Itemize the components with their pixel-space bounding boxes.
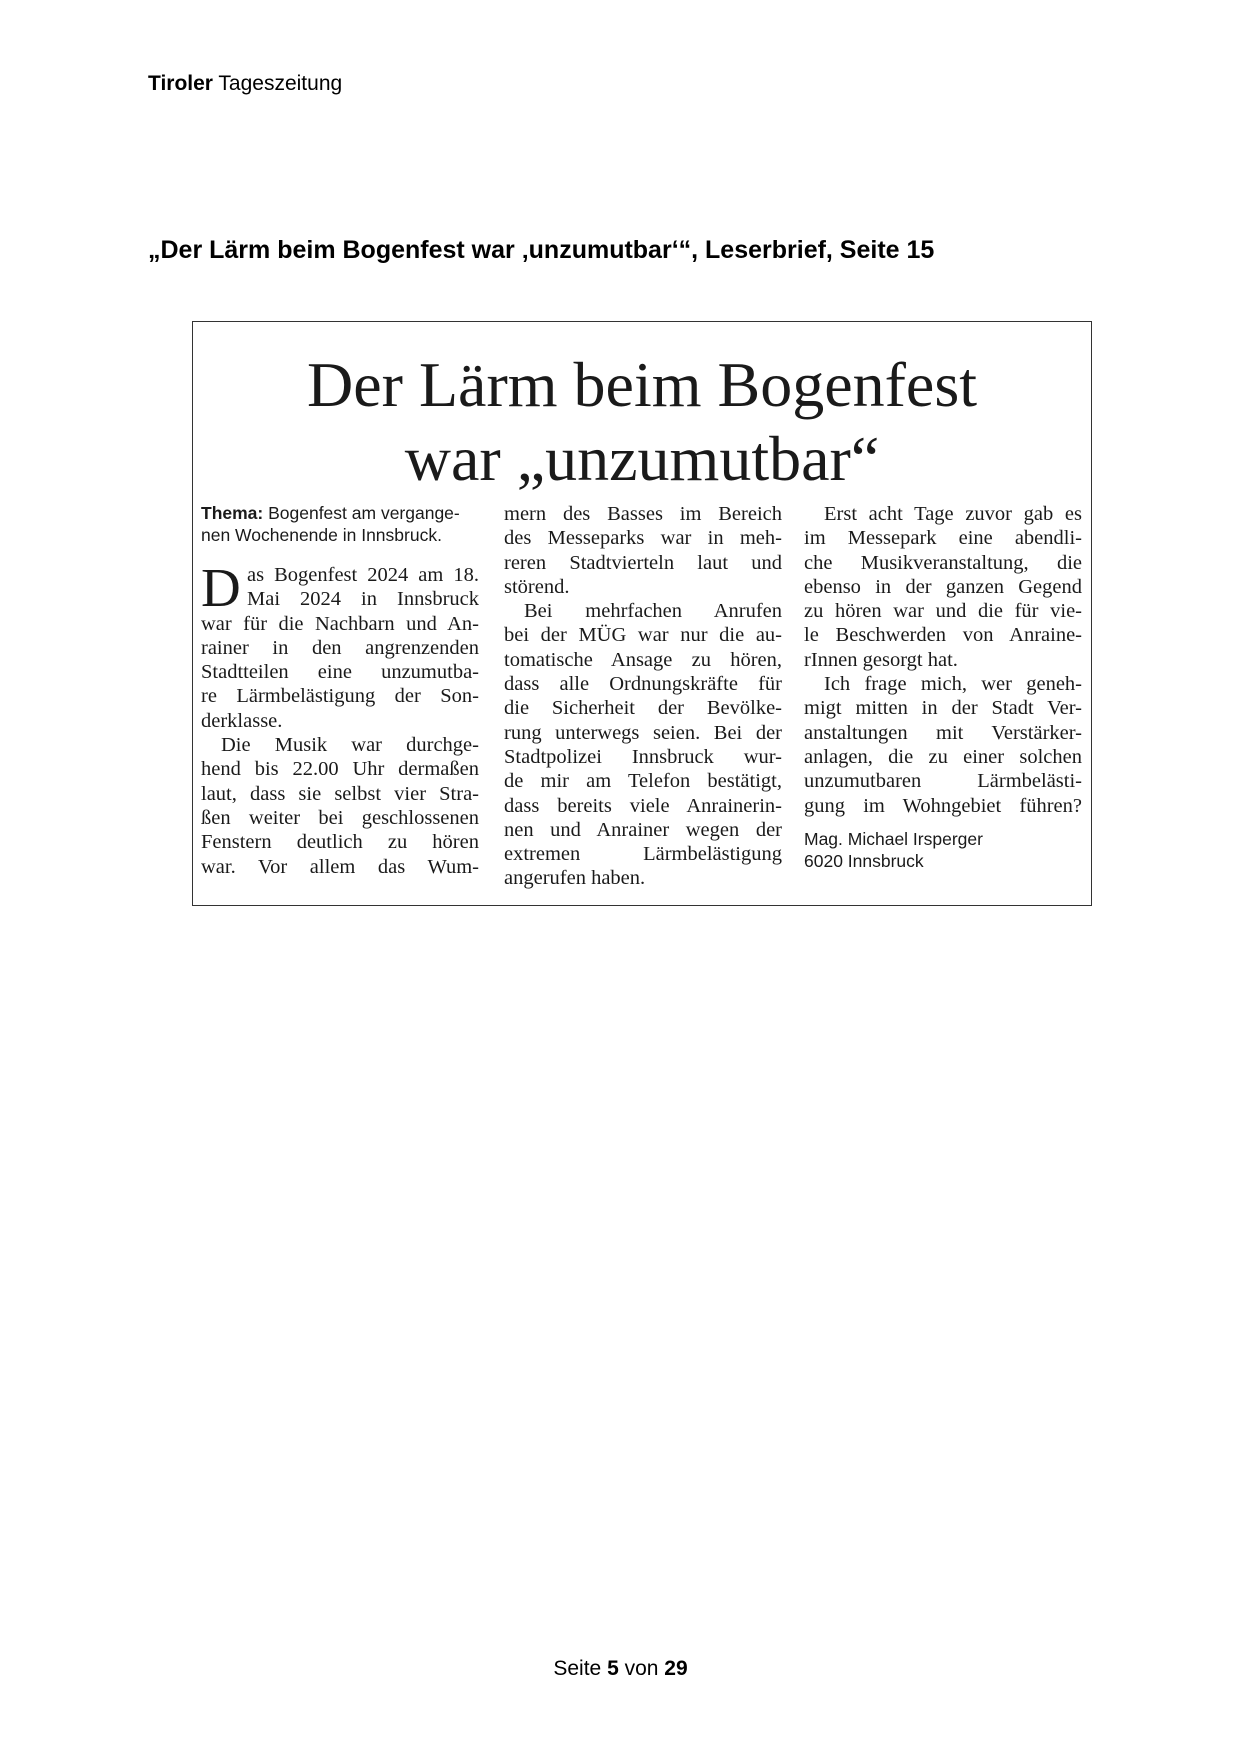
dropcap-letter: D <box>201 557 241 618</box>
text-line: de mir am Telefon bestätigt, <box>504 770 782 793</box>
text-line: nen und Anrainer wegen der <box>504 818 782 841</box>
headline-line-1: Der Lärm beim Bogenfest <box>307 349 977 420</box>
text-line: anlagen, die zu einer solchen <box>804 745 1082 768</box>
text-line: che Musikveranstaltung, die <box>804 551 1082 574</box>
newspaper-clipping <box>192 321 1092 906</box>
thema-line-2: nen Wochenende in Innsbruck. <box>201 525 442 545</box>
text-line: war. Vor allem das Wum- <box>201 855 479 878</box>
text-line: anstaltungen mit Verstärker- <box>804 721 1082 744</box>
text-line: reren Stadtvierteln laut und <box>504 551 782 574</box>
text-line: derklasse. <box>201 709 283 732</box>
text-line: dass bereits viele Anrainerin- <box>504 794 782 817</box>
footer-middle: von <box>618 1657 665 1680</box>
text-line: le Beschwerden von Anraine- <box>804 624 1082 647</box>
text-line: war für die Nachbarn und An- <box>201 612 479 635</box>
text-line: Erst acht Tage zuvor gab es <box>824 503 1082 525</box>
text-line: unzumutbaren Lärmbelästi- <box>804 770 1082 793</box>
text-line: hend bis 22.00 Uhr dermaßen <box>201 758 479 781</box>
text-line: extremen Lärmbelästigung <box>504 843 782 866</box>
text-line: ebenso in der ganzen Gegend <box>804 575 1082 598</box>
text-line: rainer in den angrenzenden <box>201 636 479 659</box>
text-line: zu hören war und die für vie- <box>804 600 1082 623</box>
text-line: Stadtteilen eine unzumutba- <box>201 661 479 684</box>
text-line: mern des Basses im Bereich <box>504 503 782 525</box>
text-line: störend. <box>504 575 570 598</box>
thema-label: Thema: <box>201 503 264 523</box>
text-line: ßen weiter bei geschlossenen <box>201 806 479 829</box>
text-line: bei der MÜG war nur die au- <box>504 624 782 647</box>
publication-name <box>148 72 342 96</box>
text-line: Fenstern deutlich zu hören <box>201 831 479 854</box>
signature-city: 6020 Innsbruck <box>804 850 924 871</box>
text-line: Mai 2024 in Innsbruck <box>247 588 479 611</box>
text-line: re Lärmbelästigung der Son- <box>201 685 479 708</box>
column-1 <box>201 502 479 879</box>
column-2 <box>504 502 782 891</box>
text-line: as Bogenfest 2024 am 18. <box>247 564 479 586</box>
page-footer <box>0 1657 1241 1681</box>
thema-line-1 <box>201 502 479 524</box>
publication-name-bold: Tiroler <box>148 72 213 95</box>
lead-paragraph <box>201 557 479 618</box>
footer-page-number: 5 <box>607 1657 619 1680</box>
text-line: Ich frage mich, wer geneh- <box>824 673 1082 696</box>
text-line: tomatische Ansage zu hören, <box>504 648 782 671</box>
text-line: gung im Wohngebiet führen? <box>804 794 1082 817</box>
text-line: Stadtpolizei Innsbruck wur- <box>504 745 782 768</box>
footer-total-pages: 29 <box>664 1657 688 1680</box>
signature-name: Mag. Michael Irsperger <box>804 828 983 849</box>
signature <box>804 828 1082 872</box>
article-heading: „Der Lärm beim Bogenfest war ‚unzumutbar‘“, Leserbrief, Seite 15 <box>148 236 935 264</box>
thema-text: Bogenfest am vergange- <box>263 503 460 523</box>
text-line: migt mitten in der Stadt Ver- <box>804 697 1082 720</box>
text-line: Die Musik war durchge- <box>221 734 479 757</box>
text-line: laut, dass sie selbst vier Stra- <box>201 782 479 805</box>
text-line: des Messeparks war in meh- <box>504 527 782 550</box>
footer-prefix: Seite <box>553 1657 608 1680</box>
text-line: Bei mehrfachen Anrufen <box>524 600 782 623</box>
text-line: die Sicherheit der Bevölke- <box>504 697 782 720</box>
text-line: angerufen haben. <box>504 867 646 890</box>
text-line: rung unterwegs seien. Bei der <box>504 721 782 744</box>
headline-line-2: war „unzumutbar“ <box>404 423 880 494</box>
publication-name-regular: Tageszeitung <box>212 72 343 95</box>
text-line: im Messepark eine abendli- <box>804 527 1082 550</box>
text-line: dass alle Ordnungskräfte für <box>504 673 782 696</box>
clipping-headline <box>193 348 1091 496</box>
thema-box <box>201 502 479 546</box>
column-3 <box>804 502 1082 872</box>
text-line: rInnen gesorgt hat. <box>804 648 958 671</box>
